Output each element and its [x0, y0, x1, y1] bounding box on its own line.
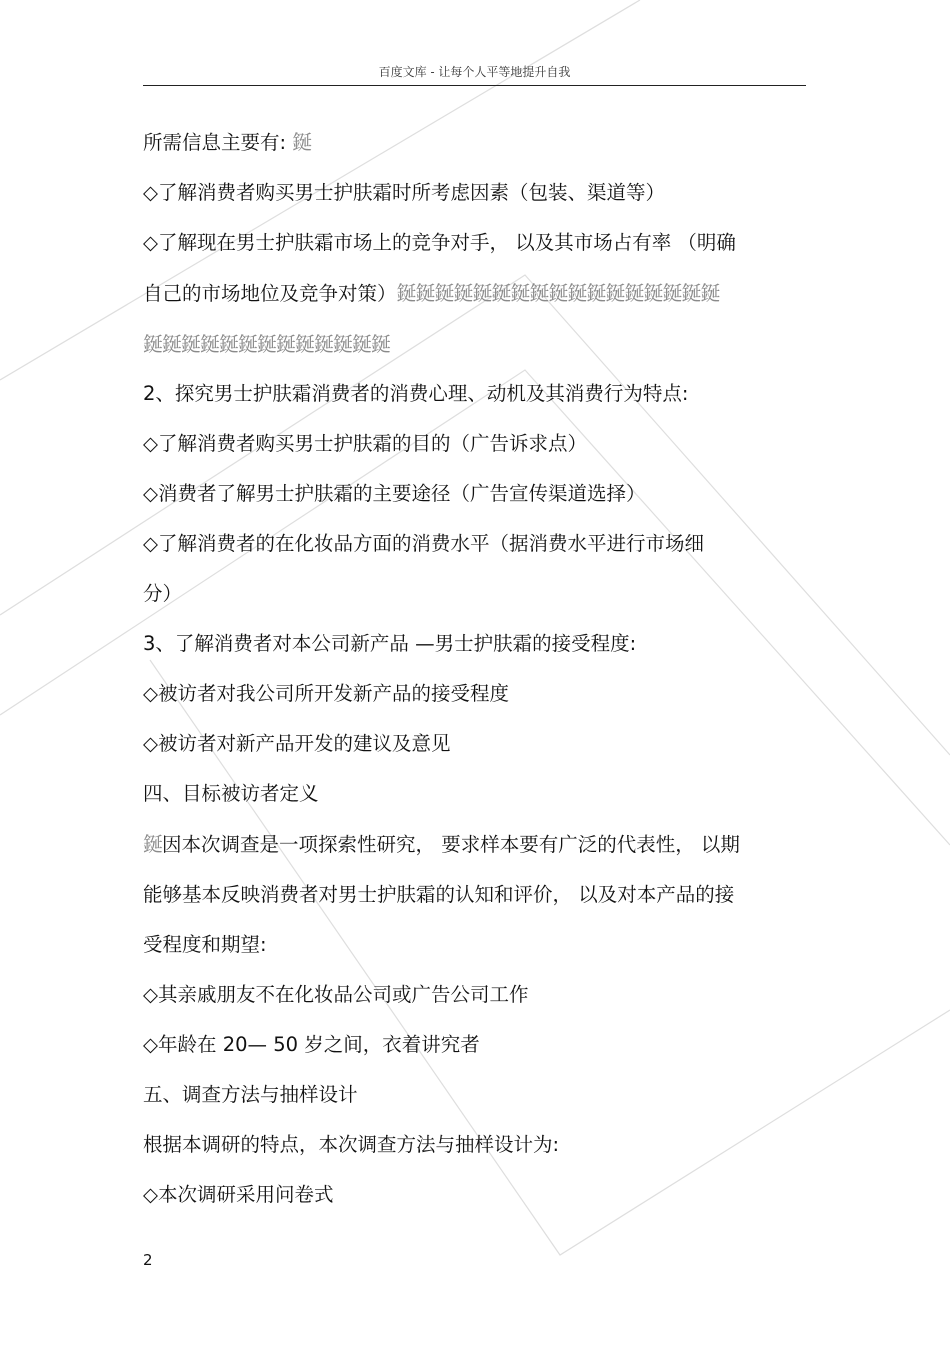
- paragraph: 受程度和期望:: [143, 933, 267, 956]
- paragraph: ◇被访者对新产品开发的建议及意见: [143, 732, 451, 755]
- garbled-text: 鋋: [292, 130, 312, 154]
- section-item: 3、了解消费者对本公司新产品 —男士护肤霜的接受程度:: [143, 632, 637, 655]
- document-body: [143, 117, 806, 1220]
- paragraph: ◇消费者了解男士护肤霜的主要途径（广告宣传渠道选择）: [143, 482, 646, 505]
- paragraph: 所需信息主要有: 鋋: [143, 130, 312, 154]
- paragraph: ◇了解消费者购买男士护肤霜的目的（广告诉求点）: [143, 432, 587, 455]
- paragraph: 鋋因本次调查是一项探索性研究， 要求样本要有广泛的代表性， 以期: [143, 832, 740, 856]
- garbled-text: 鋋: [143, 832, 162, 856]
- paragraph: ◇其亲戚朋友不在化妆品公司或广告公司工作: [143, 983, 529, 1006]
- section-item: 2、探究男士护肤霜消费者的消费心理、动机及其消费行为特点:: [143, 382, 689, 405]
- page-number: 2: [143, 1251, 153, 1269]
- section-heading: 四、目标被访者定义: [143, 782, 319, 805]
- section-heading: 五、调查方法与抽样设计: [143, 1083, 358, 1106]
- paragraph: ◇了解现在男士护肤霜市场上的竞争对手， 以及其市场占有率 （明确: [143, 231, 736, 254]
- paragraph: ◇了解消费者的在化妆品方面的消费水平（据消费水平进行市场细: [143, 532, 704, 555]
- paragraph: 分）: [143, 582, 183, 605]
- garbled-text: 鋋鋋鋋鋋鋋鋋鋋鋋鋋鋋鋋鋋鋋鋋鋋鋋鋋: [396, 281, 720, 305]
- paragraph: ◇了解消费者购买男士护肤霜时所考虑因素（包装、渠道等）: [143, 181, 665, 204]
- page-header: 百度文库 - 让每个人平等地提升自我: [143, 60, 806, 86]
- paragraph: 能够基本反映消费者对男士护肤霜的认知和评价， 以及对本产品的接: [143, 883, 735, 906]
- paragraph: ◇年龄在 20— 50 岁之间，衣着讲究者: [143, 1033, 480, 1056]
- paragraph: ◇本次调研采用问卷式: [143, 1183, 334, 1206]
- paragraph: 根据本调研的特点，本次调查方法与抽样设计为:: [143, 1133, 560, 1156]
- paragraph: 自己的市场地位及竞争对策）鋋鋋鋋鋋鋋鋋鋋鋋鋋鋋鋋鋋鋋鋋鋋鋋鋋: [143, 281, 720, 305]
- garbled-line: 鋋鋋鋋鋋鋋鋋鋋鋋鋋鋋鋋鋋鋋: [143, 332, 390, 356]
- paragraph: ◇被访者对我公司所开发新产品的接受程度: [143, 682, 509, 705]
